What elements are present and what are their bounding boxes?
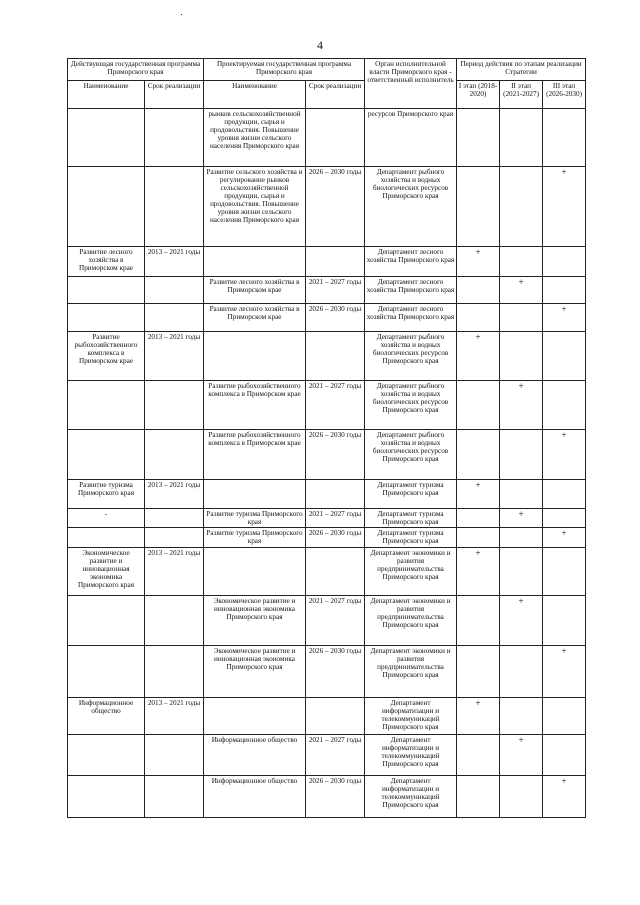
stage-1-mark <box>457 735 500 776</box>
current-program-term <box>145 304 204 332</box>
table-row <box>68 480 586 509</box>
table-body <box>68 109 586 818</box>
current-program-term <box>145 646 204 698</box>
table-row <box>68 304 586 332</box>
stage-2-mark <box>500 332 543 381</box>
table-row <box>68 698 586 735</box>
planned-program-term <box>306 109 365 167</box>
executive-body: Департамент лесного хозяйства Приморского края <box>365 277 457 304</box>
header-period: Период действия по этапам реализации Стратегии <box>457 59 586 81</box>
planned-program-name: Развитие лесного хозяйства в Приморском крае <box>204 304 306 332</box>
current-program-name: Экономическое развитие и инновационная экономика Приморского края <box>68 548 145 596</box>
stage-2-mark: + <box>500 381 543 430</box>
header-term-planned: Срок реализации <box>306 81 365 109</box>
scan-speck <box>181 14 182 15</box>
planned-program-name <box>204 698 306 735</box>
planned-program-term <box>306 332 365 381</box>
executive-body: Департамент экономики и развития предпринимательства Приморского края <box>365 596 457 646</box>
header-stage-3: III этап (2026-2030) <box>543 81 586 109</box>
stage-3-mark <box>543 735 586 776</box>
executive-body: Департамент рыбного хозяйства и водных биологических ресурсов Приморского края <box>365 381 457 430</box>
stage-1-mark <box>457 277 500 304</box>
table-row <box>68 247 586 277</box>
table-row <box>68 109 586 167</box>
stage-1-mark: + <box>457 247 500 277</box>
stage-1-mark <box>457 167 500 247</box>
table-row <box>68 596 586 646</box>
header-executive-body: Орган исполнительной власти Приморского края - ответственный исполнитель <box>365 59 457 109</box>
stage-2-mark <box>500 480 543 509</box>
current-program-name <box>68 430 145 480</box>
stage-2-mark <box>500 430 543 480</box>
stage-3-mark <box>543 548 586 596</box>
executive-body: Департамент информатизации и телекоммуникаций Приморского края <box>365 776 457 818</box>
stage-2-mark <box>500 776 543 818</box>
current-program-name <box>68 109 145 167</box>
planned-program-name: рынков сельскохозяйственной продукции, сырья и продовольствия. Повышение уровня жизни сельского населения Приморского края <box>204 109 306 167</box>
planned-program-name: Информационное общество <box>204 735 306 776</box>
stage-2-mark: + <box>500 509 543 528</box>
stage-2-mark <box>500 698 543 735</box>
stage-1-mark <box>457 596 500 646</box>
stage-3-mark <box>543 277 586 304</box>
stage-2-mark <box>500 109 543 167</box>
current-program-name <box>68 528 145 548</box>
header-planned-program: Проектируемая государственная программа Приморского края <box>204 59 365 81</box>
current-program-name <box>68 304 145 332</box>
planned-program-name: Экономическое развитие и инновационная экономика Приморского края <box>204 646 306 698</box>
current-program-name <box>68 277 145 304</box>
current-program-term <box>145 528 204 548</box>
header-stage-1: I этап (2018-2020) <box>457 81 500 109</box>
table-row <box>68 528 586 548</box>
current-program-name: - <box>68 509 145 528</box>
planned-program-term <box>306 480 365 509</box>
current-program-name <box>68 167 145 247</box>
planned-program-name: Экономическое развитие и инновационная экономика Приморского края <box>204 596 306 646</box>
planned-program-name <box>204 480 306 509</box>
table-row <box>68 277 586 304</box>
planned-program-term: 2026 – 2030 годы <box>306 304 365 332</box>
stage-3-mark <box>543 109 586 167</box>
header-stage-2: II этап (2021-2027) <box>500 81 543 109</box>
current-program-name: Информационное общество <box>68 698 145 735</box>
current-program-term <box>145 596 204 646</box>
stage-3-mark: + <box>543 776 586 818</box>
strategy-programs-table <box>67 58 586 818</box>
planned-program-term: 2026 – 2030 годы <box>306 430 365 480</box>
header-term: Срок реализации <box>145 81 204 109</box>
current-program-term <box>145 735 204 776</box>
planned-program-term: 2021 – 2027 годы <box>306 735 365 776</box>
header-name: Наименование <box>68 81 145 109</box>
executive-body: Департамент туризма Приморского края <box>365 480 457 509</box>
current-program-name <box>68 776 145 818</box>
stage-1-mark: + <box>457 480 500 509</box>
current-program-term <box>145 509 204 528</box>
table-row <box>68 735 586 776</box>
stage-3-mark: + <box>543 304 586 332</box>
current-program-name <box>68 381 145 430</box>
header-current-program: Действующая государственная программа Приморского края <box>68 59 204 81</box>
planned-program-term: 2026 – 2030 годы <box>306 646 365 698</box>
planned-program-name: Информационное общество <box>204 776 306 818</box>
planned-program-name: Развитие рыбохозяйственного комплекса в Приморском крае <box>204 430 306 480</box>
table-row <box>68 509 586 528</box>
executive-body: Департамент рыбного хозяйства и водных биологических ресурсов Приморского края <box>365 430 457 480</box>
stage-1-mark: + <box>457 698 500 735</box>
planned-program-term <box>306 247 365 277</box>
executive-body: Департамент экономики и развития предпринимательства Приморского края <box>365 646 457 698</box>
stage-1-mark <box>457 509 500 528</box>
executive-body: Департамент лесного хозяйства Приморского края <box>365 304 457 332</box>
current-program-term <box>145 430 204 480</box>
current-program-term: 2013 – 2021 годы <box>145 480 204 509</box>
table-row <box>68 381 586 430</box>
stage-2-mark <box>500 247 543 277</box>
current-program-name <box>68 596 145 646</box>
table-row <box>68 167 586 247</box>
current-program-term <box>145 109 204 167</box>
planned-program-name: Развитие туризма Приморского края <box>204 509 306 528</box>
current-program-term <box>145 381 204 430</box>
current-program-name: Развитие туризма Приморского края <box>68 480 145 509</box>
planned-program-term: 2026 – 2030 годы <box>306 528 365 548</box>
stage-1-mark <box>457 776 500 818</box>
stage-2-mark: + <box>500 735 543 776</box>
stage-2-mark <box>500 167 543 247</box>
executive-body: Департамент информатизации и телекоммуникаций Приморского края <box>365 735 457 776</box>
executive-body: Департамент туризма Приморского края <box>365 528 457 548</box>
stage-1-mark: + <box>457 548 500 596</box>
planned-program-name <box>204 247 306 277</box>
stage-1-mark <box>457 381 500 430</box>
current-program-term: 2013 – 2021 годы <box>145 332 204 381</box>
page-number: 4 <box>317 38 323 52</box>
stage-3-mark <box>543 596 586 646</box>
planned-program-term: 2021 – 2027 годы <box>306 509 365 528</box>
stage-1-mark <box>457 304 500 332</box>
stage-1-mark <box>457 430 500 480</box>
planned-program-name: Развитие лесного хозяйства в Приморском крае <box>204 277 306 304</box>
stage-1-mark <box>457 528 500 548</box>
stage-3-mark: + <box>543 528 586 548</box>
stage-3-mark <box>543 332 586 381</box>
executive-body: Департамент рыбного хозяйства и водных биологических ресурсов Приморского края <box>365 332 457 381</box>
planned-program-term: 2021 – 2027 годы <box>306 277 365 304</box>
planned-program-name: Развитие рыбохозяйственного комплекса в Приморском крае <box>204 381 306 430</box>
current-program-term: 2013 – 2021 годы <box>145 548 204 596</box>
planned-program-term: 2021 – 2027 годы <box>306 381 365 430</box>
stage-2-mark <box>500 304 543 332</box>
table-row <box>68 430 586 480</box>
current-program-term <box>145 167 204 247</box>
current-program-term: 2013 – 2021 годы <box>145 247 204 277</box>
table-row <box>68 776 586 818</box>
stage-2-mark <box>500 548 543 596</box>
table-row <box>68 548 586 596</box>
stage-3-mark: + <box>543 646 586 698</box>
planned-program-term: 2026 – 2030 годы <box>306 776 365 818</box>
stage-1-mark <box>457 646 500 698</box>
stage-2-mark: + <box>500 596 543 646</box>
executive-body: Департамент экономики и развития предпринимательства Приморского края <box>365 548 457 596</box>
stage-3-mark <box>543 381 586 430</box>
planned-program-term <box>306 698 365 735</box>
current-program-term: 2013 – 2021 годы <box>145 698 204 735</box>
current-program-name: Развитие рыбохозяйственного комплекса в Приморском крае <box>68 332 145 381</box>
stage-2-mark <box>500 528 543 548</box>
stage-3-mark <box>543 698 586 735</box>
planned-program-name <box>204 332 306 381</box>
current-program-name <box>68 646 145 698</box>
current-program-name: Развитие лесного хозяйства в Приморском крае <box>68 247 145 277</box>
planned-program-name: Развитие сельского хозяйства и регулирование рынков сельскохозяйственной продукции, сырья и продовольствия. Повышение уровня жизни сельского населения Приморского края <box>204 167 306 247</box>
table-row <box>68 332 586 381</box>
executive-body: Департамент туризма Приморского края <box>365 509 457 528</box>
stage-1-mark: + <box>457 332 500 381</box>
stage-2-mark <box>500 646 543 698</box>
planned-program-term <box>306 548 365 596</box>
current-program-name <box>68 735 145 776</box>
stage-3-mark: + <box>543 430 586 480</box>
table-row <box>68 646 586 698</box>
stage-3-mark <box>543 480 586 509</box>
executive-body: Департамент рыбного хозяйства и водных биологических ресурсов Приморского края <box>365 167 457 247</box>
planned-program-term: 2021 – 2027 годы <box>306 596 365 646</box>
executive-body: ресурсов Приморского края <box>365 109 457 167</box>
stage-3-mark <box>543 247 586 277</box>
stage-1-mark <box>457 109 500 167</box>
executive-body: Департамент информатизации и телекоммуникаций Приморского края <box>365 698 457 735</box>
current-program-term <box>145 277 204 304</box>
executive-body: Департамент лесного хозяйства Приморского края <box>365 247 457 277</box>
current-program-term <box>145 776 204 818</box>
stage-2-mark: + <box>500 277 543 304</box>
stage-3-mark: + <box>543 167 586 247</box>
planned-program-term: 2026 – 2030 годы <box>306 167 365 247</box>
stage-3-mark <box>543 509 586 528</box>
header-name-planned: Наименование <box>204 81 306 109</box>
planned-program-name <box>204 548 306 596</box>
planned-program-name: Развитие туризма Приморского края <box>204 528 306 548</box>
